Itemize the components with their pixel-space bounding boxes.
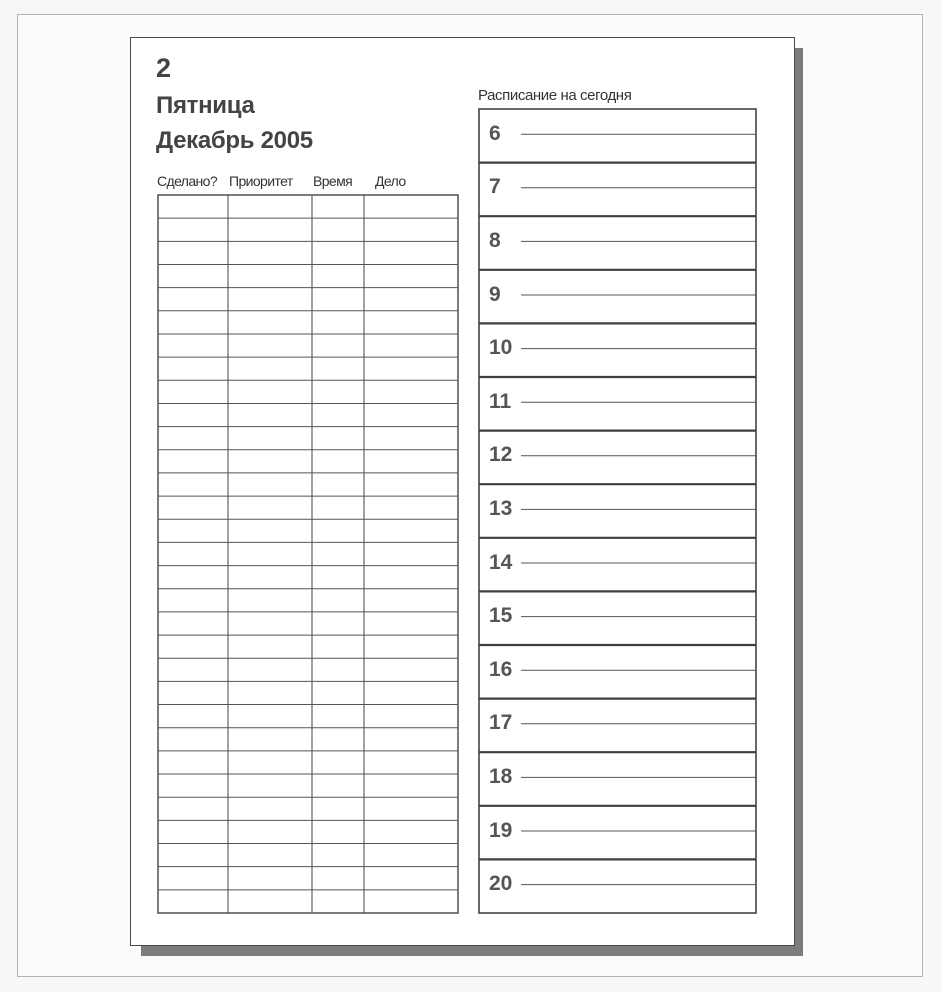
schedule-hour-label: 18: [489, 765, 513, 788]
schedule-border: [479, 109, 756, 913]
day-number: 2: [156, 53, 171, 83]
schedule-hour-label: 16: [489, 657, 513, 681]
schedule-hour-label: 14: [489, 550, 513, 574]
schedule-hour-label: 8: [489, 229, 501, 252]
column-header-priority: Приоритет: [229, 173, 293, 189]
schedule-hour-label: 12: [489, 443, 513, 467]
schedule-hour-label: 17: [489, 711, 513, 735]
schedule-title: Расписание на сегодня: [478, 87, 632, 104]
column-header-task: Дело: [375, 173, 406, 189]
schedule-hour-label: 20: [489, 872, 513, 896]
schedule-hour-label: 11: [489, 389, 512, 413]
weekday-title: Пятница: [156, 92, 255, 119]
month-year-title: Декабрь 2005: [156, 127, 313, 154]
schedule-hour-label: 10: [489, 336, 513, 360]
column-header-time: Время: [313, 173, 353, 189]
schedule-hour-label: 7: [489, 175, 501, 199]
schedule-hour-label: 15: [489, 604, 513, 628]
schedule-hour-label: 13: [489, 497, 513, 520]
schedule-hour-label: 6: [489, 121, 501, 145]
schedule-hour-label: 9: [489, 282, 501, 306]
column-header-done: Сделано?: [157, 173, 218, 189]
schedule-hour-label: 19: [489, 818, 513, 842]
